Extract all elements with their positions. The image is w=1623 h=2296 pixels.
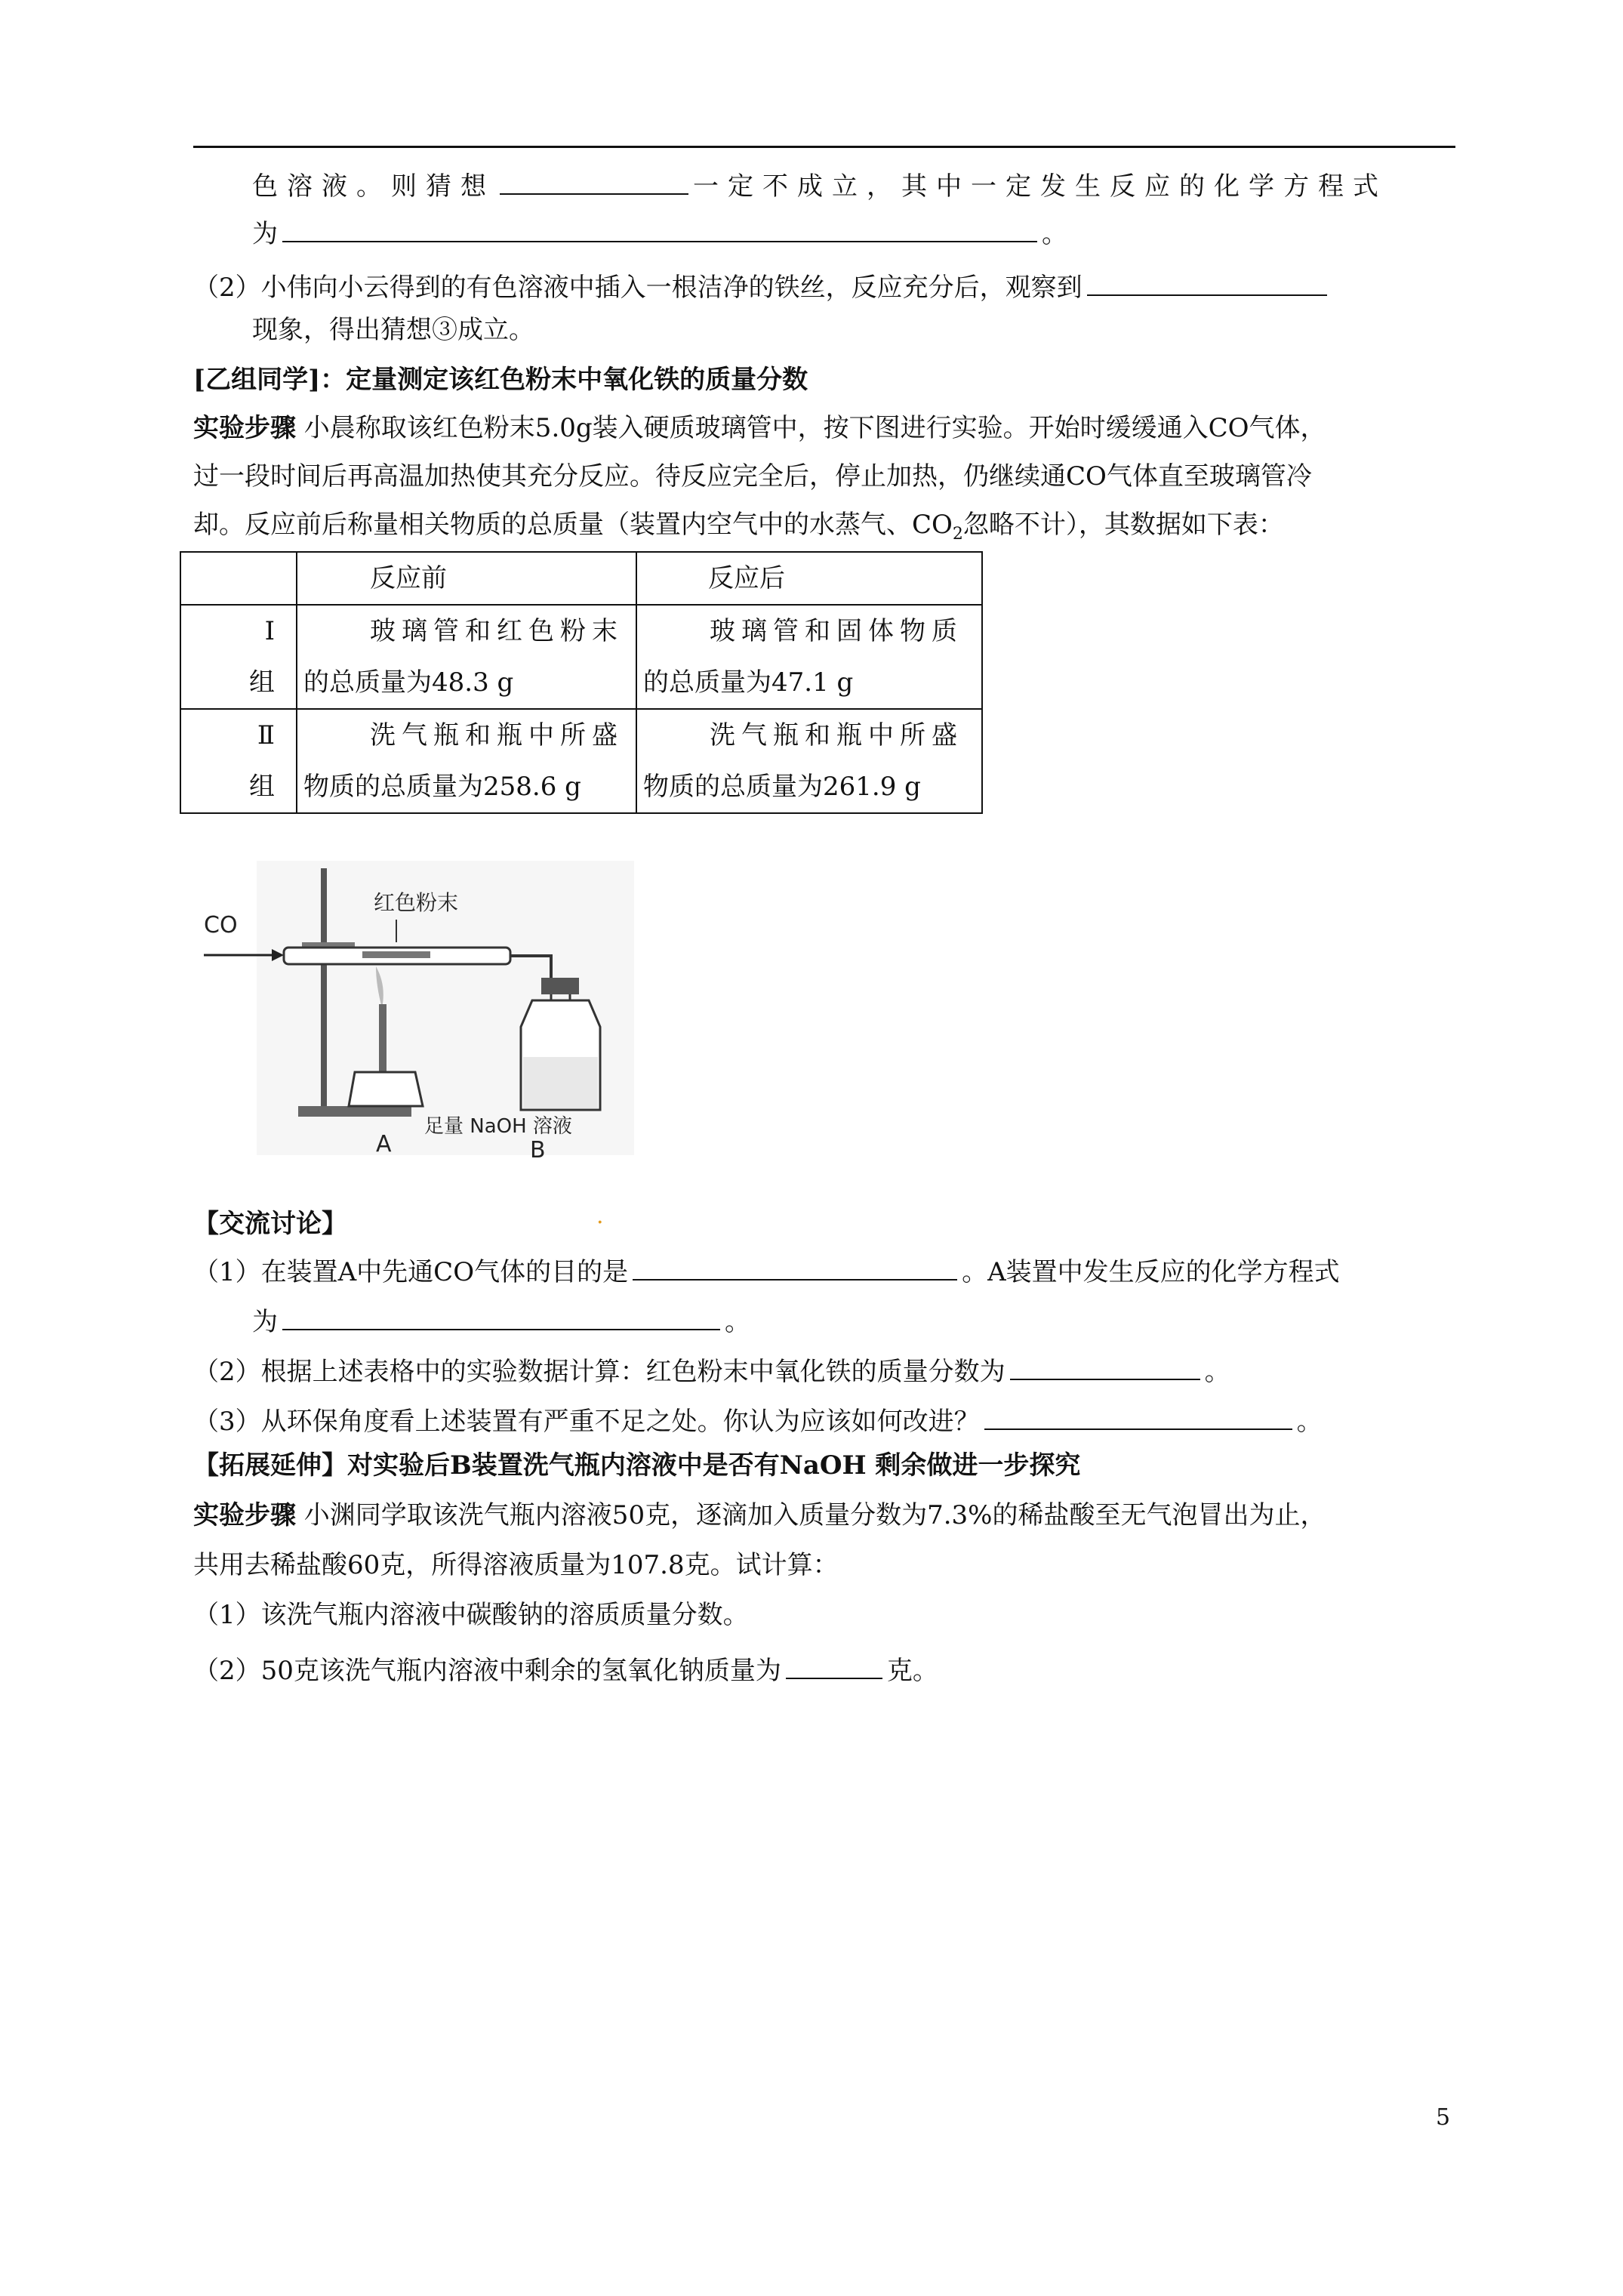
text: 小渊同学取该洗气瓶内溶液50克，逐滴加入质量分数为7.3%的稀盐酸至无气泡冒出为止， bbox=[296, 1500, 1326, 1530]
mass-fraction-blank[interactable] bbox=[1010, 1353, 1200, 1380]
table-row bbox=[180, 605, 982, 709]
label-a: A bbox=[376, 1131, 392, 1157]
naoh-solution bbox=[523, 1057, 598, 1108]
powder-label: 红色粉末 bbox=[374, 890, 459, 915]
table-row bbox=[180, 709, 982, 813]
purpose-blank[interactable] bbox=[633, 1253, 957, 1281]
step-label: 实验步骤 bbox=[193, 413, 296, 443]
text: （2）50克该洗气瓶内溶液中剩余的氢氧化钠质量为 bbox=[193, 1656, 781, 1686]
stray-dot: . bbox=[596, 1203, 604, 1229]
discussion-q2 bbox=[193, 1353, 1230, 1385]
text: 。 bbox=[725, 1307, 750, 1337]
co-label: CO bbox=[204, 912, 238, 938]
guess-line-2 bbox=[252, 215, 1067, 247]
iron-wire-line-1 bbox=[193, 269, 1332, 303]
group-b-step-line-3 bbox=[193, 512, 1284, 543]
text: 。 bbox=[1204, 1357, 1230, 1387]
equation-blank[interactable] bbox=[282, 215, 1037, 242]
label-b: B bbox=[530, 1137, 546, 1163]
discussion-heading: 【交流讨论】 bbox=[193, 1209, 347, 1239]
discussion-q1-line-2 bbox=[252, 1303, 750, 1335]
text: （1）在装置A中先通CO气体的目的是 bbox=[193, 1257, 629, 1287]
text: 。 bbox=[1042, 219, 1067, 249]
table-cell: Ⅰ 组 bbox=[180, 605, 297, 709]
table-cell: Ⅱ 组 bbox=[180, 709, 297, 813]
text: 色溶液。则猜想 bbox=[252, 171, 495, 202]
equation-blank[interactable] bbox=[282, 1303, 720, 1330]
extension-q2 bbox=[193, 1652, 938, 1684]
subscript: 2 bbox=[952, 524, 963, 544]
table-cell: 玻璃管和固体物质 的总质量为47.1 g bbox=[636, 605, 982, 709]
header-rule bbox=[193, 146, 1455, 148]
text: 却。反应前后称量相关物质的总质量（装置内空气中的水蒸气、CO bbox=[193, 510, 953, 540]
group-b-step-line-1 bbox=[193, 415, 1326, 441]
group-b-step-line-2: 过一段时间后再高温加热使其充分反应。待反应完全后，停止加热，仍继续通CO气体直至玻璃管冷 bbox=[193, 461, 1312, 492]
table-cell: 洗气瓶和瓶中所盛 物质的总质量为261.9 g bbox=[636, 709, 982, 813]
extension-heading: 【拓展延伸】对实验后B装置洗气瓶内溶液中是否有NaOH 剩余做进一步探究 bbox=[193, 1450, 1081, 1481]
text: 忽略不计），其数据如下表： bbox=[962, 510, 1284, 540]
text: 小晨称取该红色粉末5.0g装入硬质玻璃管中，按下图进行实验。开始时缓缓通入CO气体， bbox=[296, 413, 1326, 443]
apparatus-diagram bbox=[189, 853, 657, 1163]
alcohol-lamp bbox=[349, 1072, 423, 1106]
text: （3）从环保角度看上述装置有严重不足之处。你认为应该如何改进？ bbox=[193, 1407, 980, 1437]
text: 一定不成立，其中一定发生反应的化学方程式 bbox=[693, 171, 1387, 202]
extension-q1: （1）该洗气瓶内溶液中碳酸钠的溶质质量分数。 bbox=[193, 1600, 749, 1630]
discussion-q3 bbox=[193, 1403, 1323, 1435]
table-cell: 洗气瓶和瓶中所盛 物质的总质量为258.6 g bbox=[297, 709, 636, 813]
table-header-cell bbox=[180, 552, 297, 605]
stand-base bbox=[298, 1106, 411, 1117]
extension-step-line-1 bbox=[193, 1502, 1326, 1528]
text: 。 bbox=[1296, 1407, 1323, 1437]
table-header-cell: 反应后 bbox=[636, 552, 982, 605]
page-number: 5 bbox=[1436, 2104, 1451, 2131]
group-b-heading: [乙组同学]：定量测定该红色粉末中氧化铁的质量分数 bbox=[193, 365, 808, 395]
table-header-cell: 反应前 bbox=[297, 552, 636, 605]
burner-stem bbox=[379, 1004, 387, 1072]
naoh-mass-blank[interactable] bbox=[786, 1652, 882, 1679]
observation-blank[interactable] bbox=[1087, 269, 1327, 296]
iron-wire-line-2: 现象，得出猜想③成立。 bbox=[252, 315, 534, 345]
text: 。A装置中发生反应的化学方程式 bbox=[962, 1257, 1340, 1287]
bottle-stopper bbox=[541, 978, 579, 994]
guess-line-1 bbox=[252, 168, 1387, 202]
extension-step-line-2: 共用去稀盐酸60克，所得溶液质量为107.8克。试计算： bbox=[193, 1550, 839, 1580]
red-powder bbox=[362, 951, 430, 958]
improvement-blank[interactable] bbox=[984, 1403, 1292, 1430]
stand-rod bbox=[321, 868, 327, 1110]
step-label: 实验步骤 bbox=[193, 1500, 296, 1530]
text: 为 bbox=[252, 219, 278, 249]
table-header-row bbox=[180, 552, 982, 605]
text: （2）小伟向小云得到的有色溶液中插入一根洁净的铁丝，反应充分后，观察到 bbox=[193, 273, 1083, 303]
text: 为 bbox=[252, 1307, 278, 1337]
text: 克。 bbox=[886, 1656, 938, 1686]
answer-blank[interactable] bbox=[500, 168, 688, 195]
text: （2）根据上述表格中的实验数据计算：红色粉末中氧化铁的质量分数为 bbox=[193, 1357, 1006, 1387]
table-cell: 玻璃管和红色粉末 的总质量为48.3 g bbox=[297, 605, 636, 709]
naoh-label: 足量 NaOH 溶液 bbox=[424, 1115, 572, 1138]
discussion-q1-line-1 bbox=[193, 1253, 1340, 1285]
mass-data-table bbox=[180, 551, 983, 814]
